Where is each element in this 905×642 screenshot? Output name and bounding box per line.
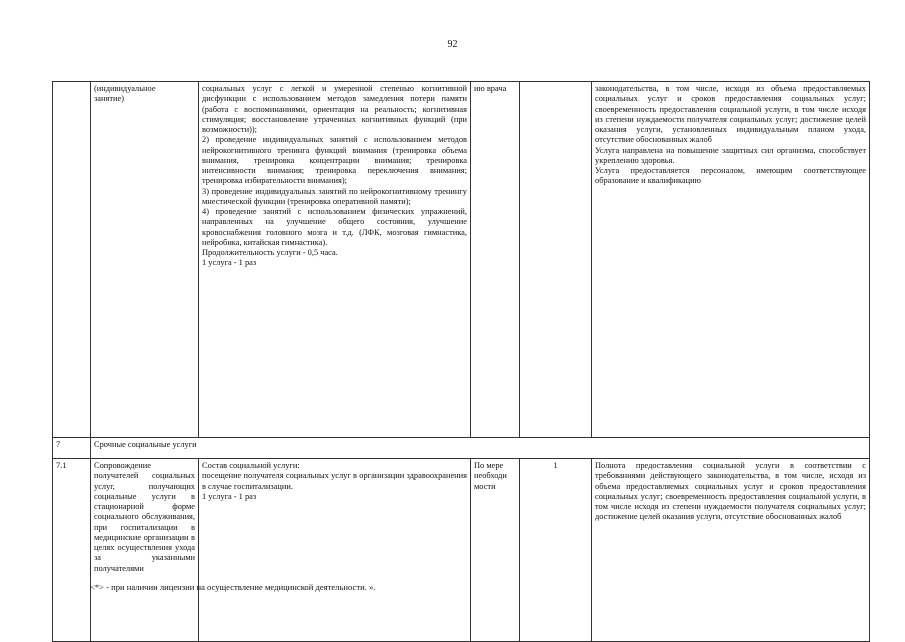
item-period: По мере необходи мости [471,459,520,642]
content-paragraph: посещение получателя социальных услуг в организации здравоохранения в случае госпитализации. [202,471,467,491]
content-paragraph: 1 услуга - 1 раз [202,491,257,501]
section-number: 7 [53,438,91,459]
criteria-paragraph: законодательства, в том числе, исходя из объема предоставляемых социальных услуг и сроков предоставления социальных услуг; своевременность предоставления социальной услуги, в том числе исходя из степени нуждаемости получателя социальных услуг; достижение целей оказания услуги, установленных индивидуальным планом ухода, отсутствие обоснованных жалоб [595,84,866,145]
item-name: Сопровождение получателей социальных услуг, получающих социальные услуги в стационарной форме социального обслуживания, при госпитализации в медицинские организации в целях осуществления ухода за указанными получателями [91,459,199,642]
content-paragraph: социальных услуг с легкой и умеренной степенью когнитивной дисфункции с использованием методов замедления потери памяти (работа с воспоминаниями, ориентация на реальность; когнитивная стимуляция; восстановление утраченных когнитивных функций (при возможности)); [202,84,467,134]
table-row-item [53,459,870,642]
cell-number [53,82,91,438]
criteria-paragraph: Услуга предоставляется персоналом, имеющим соответствующее образование и квалификацию [595,166,866,186]
content-paragraph: 3) проведение индивидуальных занятий по нейрокогнитивному тренингу мнестической функции (тренировка оперативной памяти); [202,186,467,206]
cell-text: занятие) [94,94,125,104]
section-title: Срочные социальные услуги [91,438,870,459]
item-content [199,459,471,642]
content-paragraph: Состав социальной услуги: [202,461,300,470]
table-row-section [53,438,870,459]
cell-quantity [520,82,592,438]
content-paragraph: 4) проведение занятий с использованием физических упражнений, направленных на улучшение общего состояния, улучшение кровоснабжения головного мозга и т.д. (ЛФК, мозговая гимнастика, нейробика, китайская гимнастика). [202,207,467,247]
content-paragraph: 1 услуга - 1 раз [202,258,257,268]
services-table [52,81,870,642]
content-paragraph: 2) проведение индивидуальных занятий с использованием методов нейрокогнитивного тренинга функций внимания (тренировка объема внимания, тренировка концентрации внимания; тренировка интенсивности внимания; тренировка переключения внимания; тренировка избирательности внимания); [202,135,467,186]
page-number: 92 [447,39,458,50]
item-criteria: Полнота предоставления социальной услуги в соответствии с требованиями действующего законодательства, в том числе, исходя из объема предоставляемых социальных услуг и сроков предоставления социальных услуг; своевременность предоставления социальной услуги, в том числе исходя из степени нуждаемости получателя социальных услуг; достижение целей оказания услуги, отсутствие обоснованных жалоб [592,459,870,642]
content-paragraph: Продолжительность услуги - 0,5 часа. [202,248,338,257]
item-quantity: 1 [520,459,592,642]
cell-service-name [91,82,199,438]
item-number: 7.1 [53,459,91,642]
cell-text: (индивидуальное [94,84,156,93]
footnote: <*> - при наличии лицензии на осуществление медицинской деятельности. ». [90,582,376,592]
table-row-continued [53,82,870,438]
cell-criteria [592,82,870,438]
criteria-paragraph: Услуга направлена на повышение защитных сил организма, способствует укреплению здоровья. [595,145,866,165]
cell-period: ию врача [471,82,520,438]
cell-service-content [199,82,471,438]
